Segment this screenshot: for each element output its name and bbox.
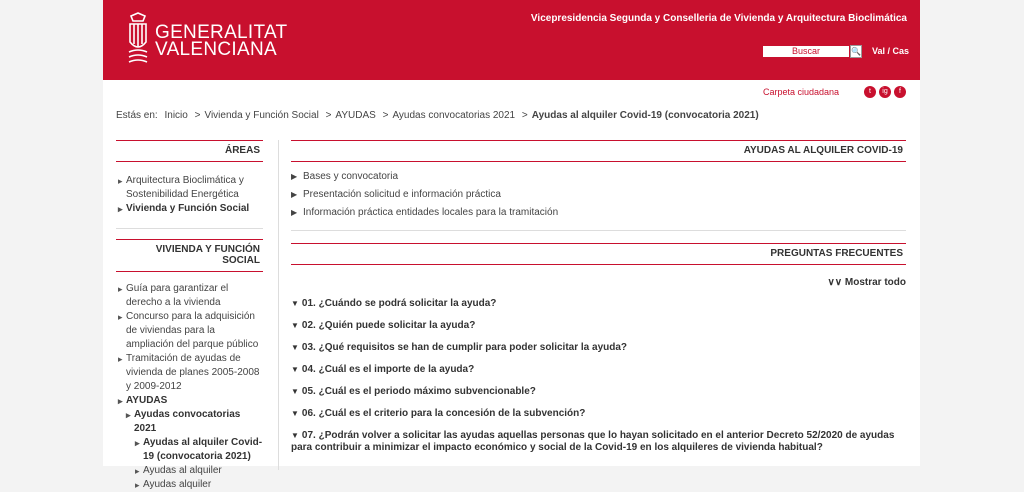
sidebar-item-ayudas-alquiler[interactable]: ▸ Ayudas al alquiler <box>116 464 263 478</box>
sidebar-item-vivienda[interactable]: ▸ Vivienda y Función Social <box>116 202 263 216</box>
faq-question: 04. ¿Cuál es el importe de la ayuda? <box>301 364 475 375</box>
left-sidebar <box>116 140 263 492</box>
column-divider <box>278 140 279 470</box>
generalitat-logo[interactable] <box>123 12 288 70</box>
faq-question: 03. ¿Qué requisitos se han de cumplir para poder solicitar la ayuda? <box>301 342 628 353</box>
sidebar-item-tramitacion[interactable]: ▸ Tramitación de ayudas de vivienda de planes 2005-2008 y 2009-2012 <box>116 352 263 394</box>
logo-line-2: VALENCIANA <box>155 39 277 60</box>
twitter-icon[interactable]: t <box>864 86 876 98</box>
faq-item[interactable] <box>291 364 906 376</box>
instagram-icon[interactable]: ig <box>879 86 891 98</box>
faq-question: 07. ¿Podrán volver a solicitar las ayudas aquellas personas que lo hayan solicitado en el anterior Decreto 52/2020 de ayudas para contribuir a minimizar el impacto económico y social de la Covid-19 en los alquileres de vivienda habitual? <box>291 430 895 453</box>
link-bases-convocatoria[interactable]: ▶ Bases y convocatoria <box>291 168 906 186</box>
faq-item[interactable] <box>291 430 906 454</box>
faq-item[interactable] <box>291 386 906 398</box>
sidebar-item-arquitectura[interactable]: ▸ Arquitectura Bioclimática y Sostenibilidad Energética <box>116 174 263 202</box>
faq-item[interactable] <box>291 320 906 332</box>
link-entidades-locales[interactable]: ▶ Información práctica entidades locales para la tramitación <box>291 204 906 222</box>
triangle-down-icon: ▼ <box>291 321 299 330</box>
faq-question: 01. ¿Cuándo se podrá solicitar la ayuda? <box>301 298 497 309</box>
main-content <box>291 140 906 464</box>
link-presentacion-solicitud[interactable]: ▶ Presentación solicitud e información práctica <box>291 186 906 204</box>
sidebar-item-concurso[interactable]: ▸ Concurso para la adquisición de viviendas para la ampliación del parque público <box>116 310 263 352</box>
faq-item[interactable] <box>291 298 906 310</box>
breadcrumb-item[interactable]: Vivienda y Función Social <box>204 110 319 121</box>
flickr-icon[interactable]: f <box>894 86 906 98</box>
faq-heading: PREGUNTAS FRECUENTES <box>291 243 906 265</box>
triangle-down-icon: ▼ <box>291 431 299 440</box>
breadcrumb-item[interactable]: AYUDAS <box>335 110 376 121</box>
show-all-button[interactable] <box>291 277 906 288</box>
sidebar-item-ayudas-alquiler-2[interactable]: ▸ Ayudas alquiler <box>116 478 263 492</box>
faq-question: 05. ¿Cuál es el periodo máximo subvencionable? <box>301 386 536 397</box>
show-all-label: Mostrar todo <box>844 277 906 288</box>
breadcrumb-current: Ayudas al alquiler Covid-19 (convocatoria 2021) <box>531 110 759 121</box>
carpeta-ciudadana-link[interactable]: Carpeta ciudadana <box>763 87 840 97</box>
main-heading: AYUDAS AL ALQUILER COVID-19 <box>291 140 906 162</box>
faq-item[interactable] <box>291 408 906 420</box>
breadcrumb-item[interactable]: Inicio <box>164 110 188 121</box>
double-chevron-down-icon: ∨∨ <box>827 277 843 288</box>
triangle-down-icon: ▼ <box>291 409 299 418</box>
coat-of-arms-icon <box>125 12 151 68</box>
vivienda-heading: VIVIENDA Y FUNCIÓN SOCIAL <box>116 239 263 272</box>
logo-line-1: GENERALITAT <box>155 22 288 43</box>
triangle-down-icon: ▼ <box>291 365 299 374</box>
areas-heading: ÁREAS <box>116 140 263 162</box>
breadcrumb: Estás en: Inicio > Vivienda y Función Social > AYUDAS > Ayudas convocatorias 2021 > Ayudas al alquiler Covid-19 (convocatoria 2021) <box>116 110 759 121</box>
triangle-down-icon: ▼ <box>291 387 299 396</box>
site-header <box>103 0 920 80</box>
breadcrumb-item[interactable]: Ayudas convocatorias 2021 <box>392 110 516 121</box>
page <box>103 0 920 490</box>
department-title[interactable]: Vicepresidencia Segunda y Conselleria de Vivienda y Arquitectura Bioclimática <box>530 13 907 24</box>
faq-item[interactable] <box>291 342 906 354</box>
language-switch[interactable]: Val / Cas <box>872 46 910 56</box>
sidebar-item-guia[interactable]: ▸ Guía para garantizar el derecho a la vivienda <box>116 282 263 310</box>
faq-question: 06. ¿Cuál es el criterio para la concesión de la subvención? <box>301 408 586 419</box>
search-input[interactable]: Buscar <box>762 45 850 58</box>
faq-question: 02. ¿Quién puede solicitar la ayuda? <box>301 320 476 331</box>
search-icon[interactable]: 🔍 <box>851 47 861 56</box>
sidebar-item-alquiler-covid[interactable]: ▸ Ayudas al alquiler Covid-19 (convocatoria 2021) <box>116 436 263 464</box>
sidebar-item-convocatorias-2021[interactable]: ▸ Ayudas convocatorias 2021 <box>116 408 263 436</box>
triangle-down-icon: ▼ <box>291 343 299 352</box>
sidebar-item-ayudas[interactable]: ▸ AYUDAS <box>116 394 263 408</box>
breadcrumb-label: Estás en: <box>116 110 158 121</box>
triangle-down-icon: ▼ <box>291 299 299 308</box>
